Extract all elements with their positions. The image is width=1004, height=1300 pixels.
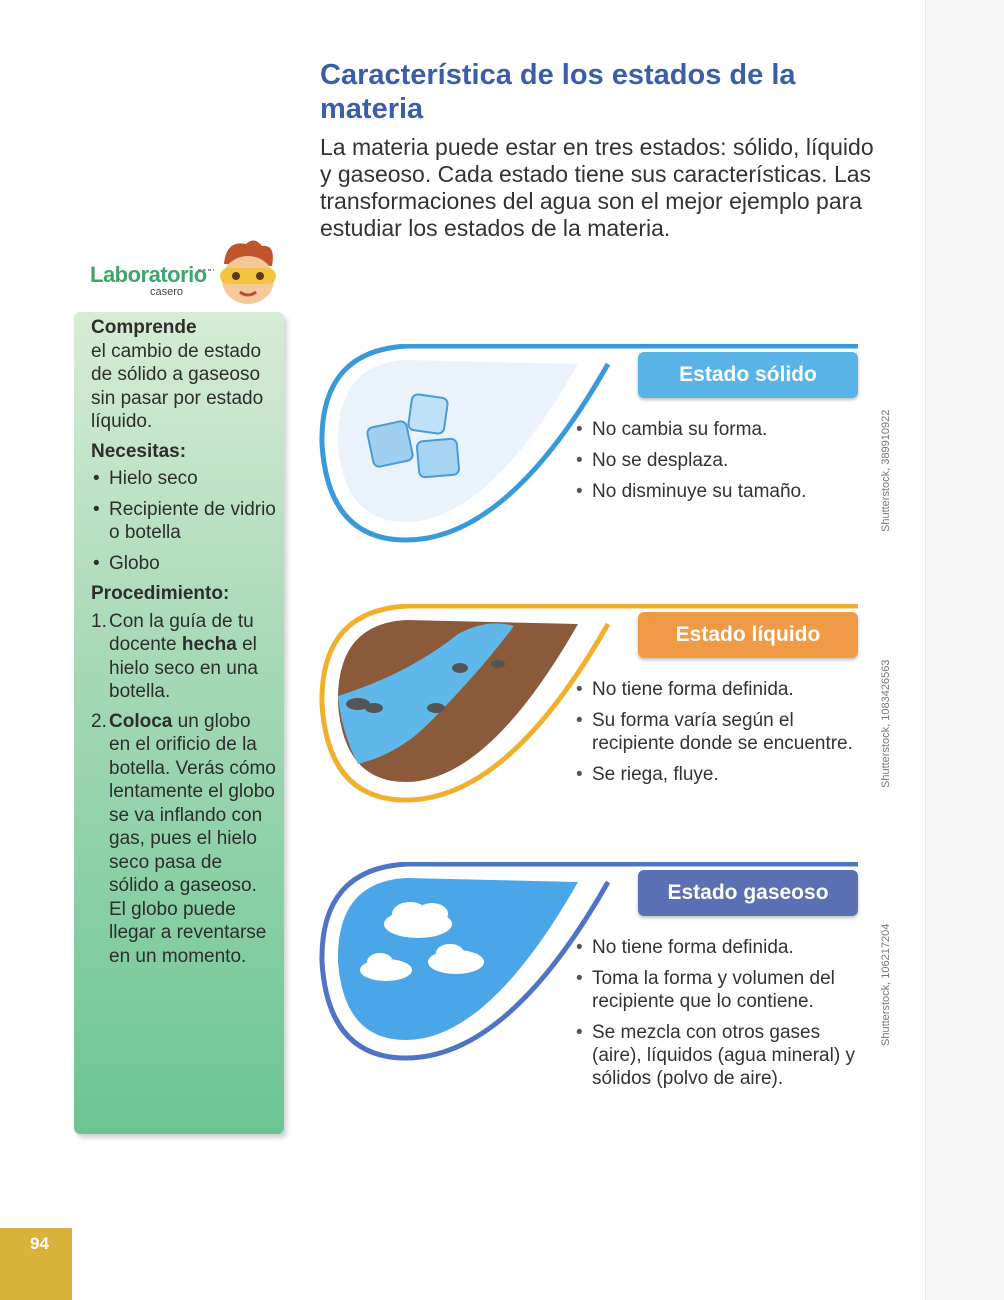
page-number-badge (0, 1228, 72, 1300)
intro-paragraph: La materia puede estar en tres estados: sólido, líquido y gaseoso. Cada estado tiene sus características. Las transformaciones del agua son el mejor ejemplo para estudiar los estados de la materia. (320, 134, 874, 241)
step-text: el hielo seco en una botella. (109, 634, 258, 702)
photo-credit: Shutterstock, 1083426563 (880, 659, 892, 788)
list-item: • Recipiente de vidrio o botella (91, 498, 276, 545)
list-item: • No tiene forma definida. (574, 678, 864, 701)
list-item: • No cambia su forma. (574, 418, 864, 441)
gaseous-state-card (318, 862, 868, 1092)
lab-brand-title: Laboratorio (90, 262, 207, 287)
liquid-state-card (318, 604, 868, 834)
procedimiento-heading: Procedimiento: (91, 583, 230, 604)
comprende-label: Comprende (91, 317, 197, 338)
gaseous-state-bullets (574, 936, 864, 1098)
lab-brand-subtitle: casero (150, 286, 184, 298)
page-number: 94 (30, 1234, 49, 1253)
step-verb: Coloca (109, 710, 173, 732)
solid-state-bullets (574, 418, 864, 511)
necesitas-heading: Necesitas: (91, 440, 187, 462)
list-item: • Se mezcla con otros gases (aire), líquidos (agua mineral) y sólidos (polvo de aire). (574, 1021, 864, 1090)
step-text: un globo en el orificio de la botella. Verás cómo lentamente el globo se va inflando con gas, pues el hielo seco pasa de sólido a gaseoso. El globo puede llegar a reventarse en un momento. (109, 710, 276, 967)
step-text: Con la guía de tu docente (109, 610, 254, 655)
liquid-state-bullets (574, 678, 864, 794)
page-title: Característica de los estados de la materia (320, 59, 796, 125)
step-item (91, 710, 276, 969)
list-item: • Toma la forma y volumen del recipiente que lo contiene. (574, 967, 864, 1013)
solid-state-label: Estado sólido (638, 352, 858, 398)
list-item: • Hielo seco (91, 467, 276, 491)
step-verb: hecha (181, 634, 237, 655)
scientist-mascot-icon (196, 236, 286, 316)
step-number: 2. (91, 710, 107, 732)
step-number: 1. (91, 610, 107, 632)
list-item: • No se desplaza. (574, 449, 864, 472)
gaseous-state-label: Estado gaseoso (638, 870, 858, 916)
steps-list (91, 610, 276, 969)
page-edge (925, 0, 1004, 1300)
materials-list (91, 467, 276, 575)
list-item: • Su forma varía según el recipiente donde se encuentre. (574, 709, 864, 755)
lab-brand (90, 262, 207, 298)
list-item: • Se riega, fluye. (574, 763, 864, 786)
solid-state-card (318, 344, 868, 574)
list-item: • Globo (91, 552, 276, 576)
photo-credit: Shutterstock, 389910922 (880, 409, 892, 532)
photo-credit: Shutterstock, 106217204 (880, 923, 892, 1046)
list-item: • No tiene forma definida. (574, 936, 864, 959)
comprende-block (91, 316, 276, 434)
step-item (91, 610, 276, 704)
lab-instructions-box (74, 312, 284, 1134)
comprende-text: el cambio de estado de sólido a gaseoso sin pasar por estado líquido. (91, 340, 264, 432)
liquid-state-label: Estado líquido (638, 612, 858, 658)
list-item: • No disminuye su tamaño. (574, 480, 864, 503)
